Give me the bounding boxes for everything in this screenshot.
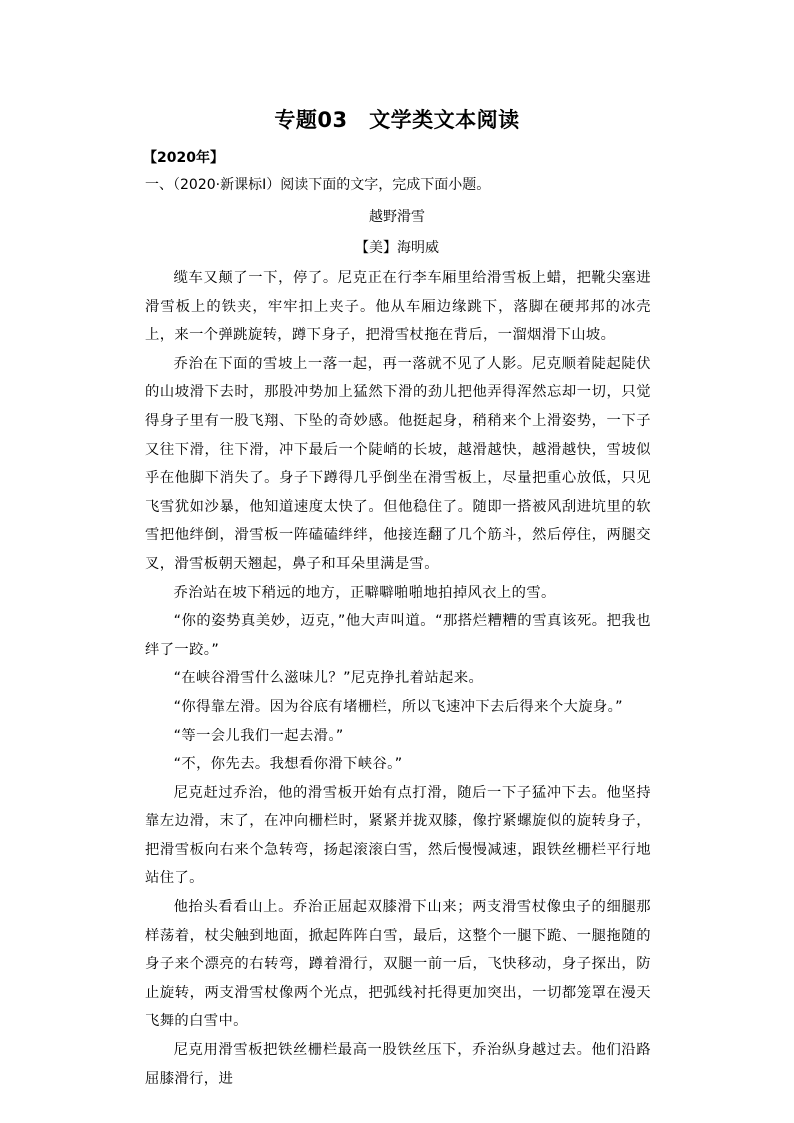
paragraph: “你得靠左滑。因为谷底有堵栅栏，所以飞速冲下去后得来个大旋身。”	[173, 698, 623, 715]
paragraph: 缆车又颠了一下，停了。尼克正在行李车厢里给滑雪板上蜡，把靴尖塞进滑雪板上的铁夹，牢牢扣上夹子。他从车厢边缘跳下，落脚在硬邦邦的冰壳上，来一个弹跳旋转，蹲下身子，把滑雪杖拖在背后，一溜烟滑下山坡。	[145, 270, 651, 344]
paragraph: 乔治站在坡下稍远的地方，正噼噼啪啪地拍掉风衣上的雪。	[173, 584, 556, 601]
year-label: 【2020年】	[143, 150, 224, 166]
paragraph: 尼克用滑雪板把铁丝栅栏最高一股铁丝压下，乔治纵身越过去。他们沿路屈膝滑行，进	[145, 1042, 651, 1087]
paragraph: “你的姿势真美妙，迈克，”他大声叫道。“那搭烂糟糟的雪真该死。把我也绊了一跤。”	[145, 613, 651, 658]
paragraph: 尼克赶过乔治，他的滑雪板开始有点打滑，随后一下子猛冲下去。他坚持靠左边滑，末了，在冲向栅栏时，紧紧并拢双膝，像拧紧螺旋似的旋转身子，把滑雪板向右来个急转弯，扬起滚滚白雪，然后慢慢减速，跟铁丝栅栏平行地站住了。	[145, 784, 651, 887]
paragraph: “等一会儿我们一起去滑。”	[173, 727, 344, 744]
story-title: 越野滑雪	[369, 209, 425, 225]
page-title: 专题03 文学类文本阅读	[274, 108, 520, 132]
question-intro: 一、（2020·新课标Ⅰ）阅读下面的文字，完成下面小题。	[145, 177, 491, 193]
paragraph: 他抬头看看山上。乔治正屈起双膝滑下山来；两支滑雪杖像虫子的细腿那样荡着，杖尖触到地面，掀起阵阵白雪，最后，这整个一腿下跪、一腿拖随的身子来个漂亮的右转弯，蹲着滑行，双腿一前一后，飞快移动，身子探出，防止旋转，两支滑雪杖像两个光点，把弧线衬托得更加突出，一切都笼罩在漫天飞舞的白雪中。	[145, 899, 651, 1030]
paragraph: 乔治在下面的雪坡上一落一起，再一落就不见了人影。尼克顺着陡起陡伏的山坡滑下去时，那股冲势加上猛然下滑的劲儿把他弄得浑然忘却一切，只觉得身子里有一股飞翔、下坠的奇妙感。他挺起身，稍稍来个上滑姿势，一下子又往下滑，往下滑，冲下最后一个陡峭的长坡，越滑越快，越滑越快，雪坡似乎在他脚下消失了。身子下蹲得几乎倒坐在滑雪板上，尽量把重心放低，只见飞雪犹如沙暴，他知道速度太快了。但他稳住了。随即一搭被风刮进坑里的软雪把他绊倒，滑雪板一阵磕磕绊绊，他接连翻了几个筋斗，然后停住，两腿交叉，滑雪板朝天翘起，鼻子和耳朵里满是雪。	[145, 355, 651, 572]
story-author: 【美】海明威	[355, 240, 439, 256]
paragraph: “在峡谷滑雪什么滋味儿？”尼克挣扎着站起来。	[173, 670, 484, 687]
paragraph: “不，你先去。我想看你滑下峡谷。”	[173, 756, 403, 773]
story-body	[145, 264, 651, 1093]
